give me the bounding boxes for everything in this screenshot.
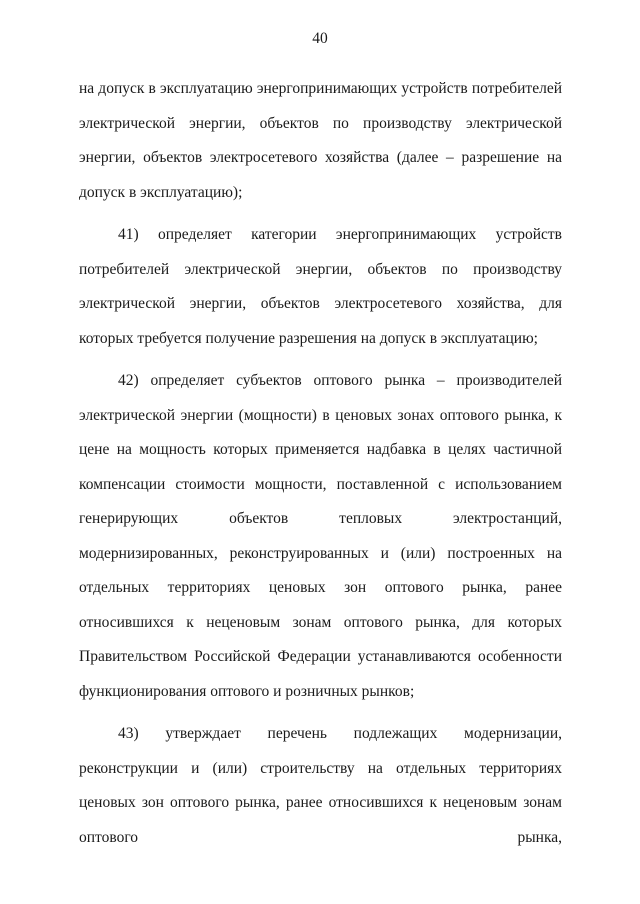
paragraph-continuation: на допуск в эксплуатацию энергопринимающих устройств потребителей электрической энергии, объектов по производству электрической энергии, объектов электросетевого хозяйства (далее – разрешение на допуск в эксплуатацию);: [79, 80, 562, 201]
paragraph-item-43: 43) утверждает перечень подлежащих модернизации, реконструкции и (или) строительству на отдельных территориях ценовых зон оптового рынка, ранее относившихся к неценовым зонам оптового рынка,: [79, 725, 562, 846]
document-body: [79, 72, 562, 863]
paragraph-item-42: 42) определяет субъектов оптового рынка – производителей электрической энергии (мощности) в ценовых зонах оптового рынка, к цене на мощность которых применяется надбавка в целях частичной компенсации стоимости мощности, поставленной с использованием генерирующих объектов тепловых электростанций, модернизированных, реконструированных и (или) построенных на отдельных территориях ценовых зон оптового рынка, ранее относившихся к неценовым зонам оптового рынка, для которых Правительством Российской Федерации устанавливаются особенности функционирования оптового и розничных рынков;: [79, 372, 562, 700]
page-number: 40: [312, 30, 328, 47]
paragraph-item-41: 41) определяет категории энергопринимающих устройств потребителей электрической энергии, объектов по производству электрической энергии, объектов электросетевого хозяйства, для которых требуется получение разрешения на допуск в эксплуатацию;: [79, 226, 562, 347]
